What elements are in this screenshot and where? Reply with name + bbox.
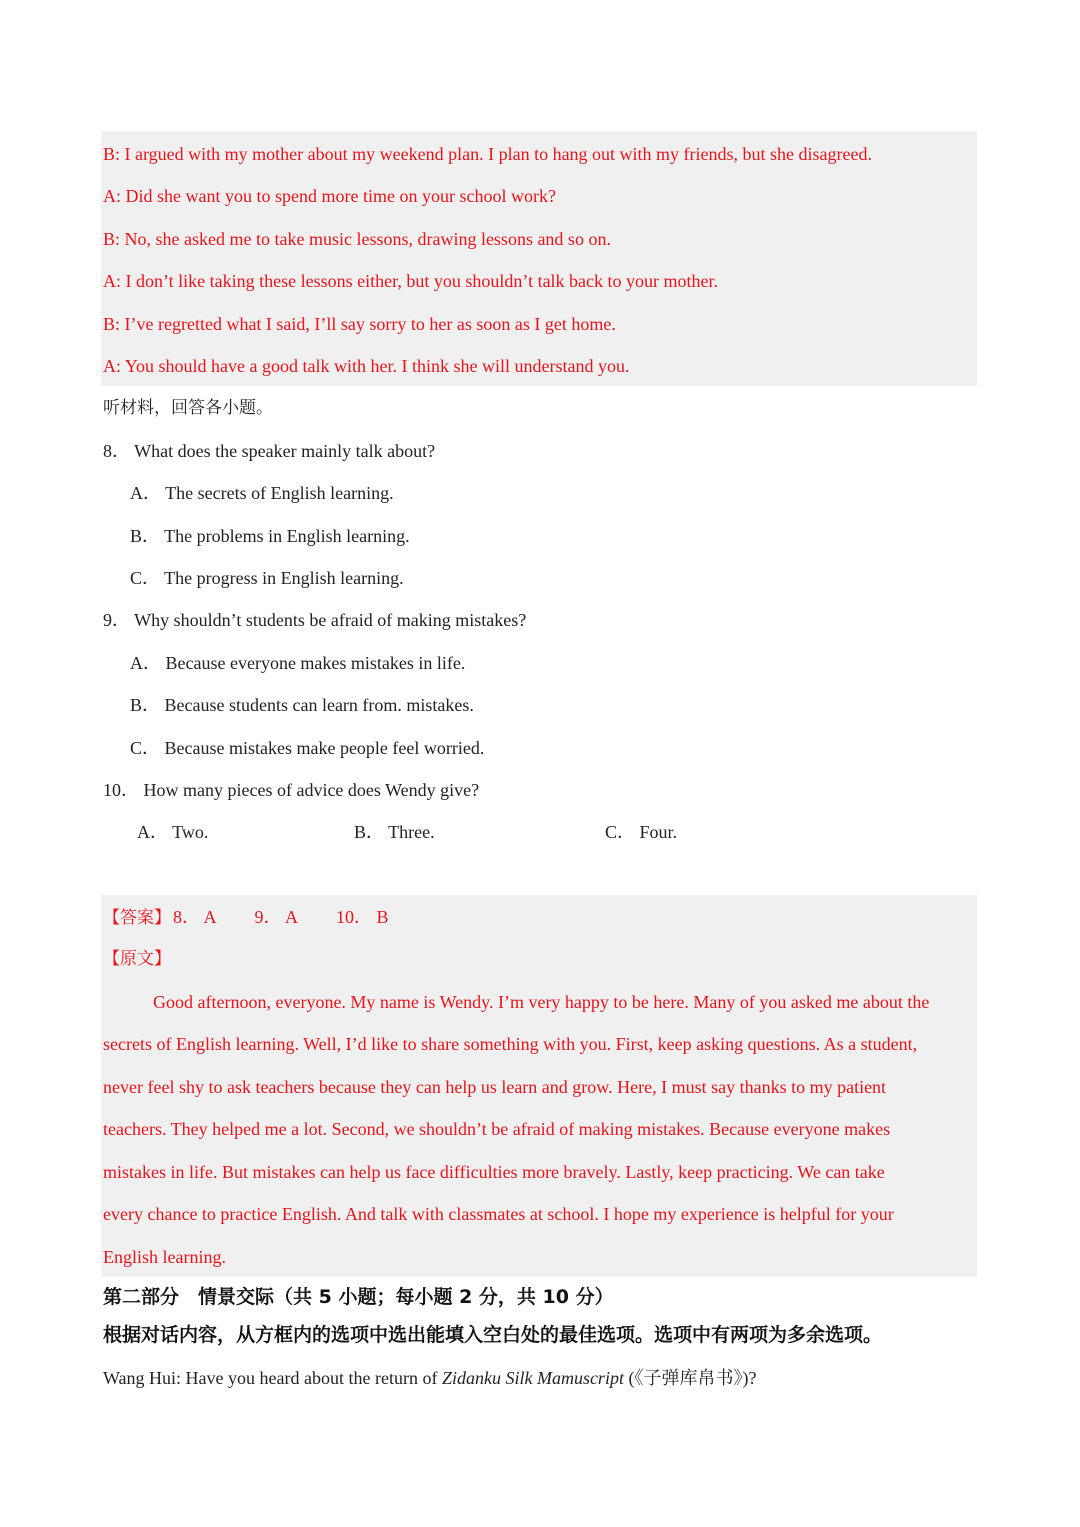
speaker-line-text: Wang Hui: Have you heard about the return of <box>103 1368 442 1388</box>
question-option: C． Four. <box>605 822 678 842</box>
question-option: A． The secrets of English learning. <box>130 483 394 503</box>
manuscript-title: Zidanku Silk Mamuscript <box>441 1368 624 1388</box>
original-label: 【原文】 <box>103 949 171 969</box>
dialogue-line: B: I argued with my mother about my weekend plan. I plan to hang out with my friends, but she disagreed. <box>103 144 873 164</box>
listening-instruction: 听材料，回答各小题。 <box>103 398 273 418</box>
part2-title: 第二部分 情景交际（共 5 小题；每小题 2 分，共 10 分） <box>103 1286 614 1308</box>
part2-instruction: 根据对话内容，从方框内的选项中选出能填入空白处的最佳选项。选项中有两项为多余选项。 <box>103 1324 883 1346</box>
answer-item: 9． A <box>254 907 299 927</box>
dialogue-line: A: You should have a good talk with her. I think she will understand you. <box>103 356 630 376</box>
dialogue-line: A: I don’t like taking these lessons either, but you shouldn’t talk back to your mother. <box>103 271 719 291</box>
question-stem: 9． Why shouldn’t students be afraid of making mistakes? <box>103 610 527 630</box>
dialogue-first-line <box>103 1366 756 1390</box>
original-text-line: never feel shy to ask teachers because they can help us learn and grow. Here, I must say thanks to my patient <box>103 1077 887 1097</box>
original-text-line: English learning. <box>103 1247 226 1267</box>
answer-item: 10． B <box>336 907 389 927</box>
dialogue-line: B: No, she asked me to take music lessons, drawing lessons and so on. <box>103 229 611 249</box>
original-text-line: secrets of English learning. Well, I’d like to share something with you. First, keep asking questions. As a student, <box>103 1034 918 1054</box>
question-option: B． The problems in English learning. <box>130 526 410 546</box>
original-text-line: every chance to practice English. And talk with classmates at school. I hope my experience is helpful for your <box>103 1204 894 1224</box>
question-option: B． Because students can learn from. mistakes. <box>130 695 474 715</box>
question-option: A． Because everyone makes mistakes in life. <box>130 653 466 673</box>
question-option: C． Because mistakes make people feel worried. <box>130 738 485 758</box>
question-option: C． The progress in English learning. <box>130 568 404 588</box>
dialogue-shade <box>101 131 977 386</box>
speaker-line-tail: (《子弹库帛书》)? <box>623 1368 757 1388</box>
answer-item: 8． A <box>173 907 217 927</box>
original-text-line: mistakes in life. But mistakes can help us face difficulties more bravely. Lastly, keep practicing. We can take <box>103 1162 885 1182</box>
answer-label: 【答案】 <box>103 908 171 928</box>
question-option: A． Two. <box>137 822 209 842</box>
dialogue-line: A: Did she want you to spend more time on your school work? <box>103 186 556 206</box>
original-text-line: teachers. They helped me a lot. Second, we shouldn’t be afraid of making mistakes. Because everyone makes <box>103 1119 891 1139</box>
question-stem: 8． What does the speaker mainly talk about? <box>103 441 436 461</box>
original-text-line: Good afternoon, everyone. My name is Wendy. I’m very happy to be here. Many of you asked me about the <box>153 992 930 1012</box>
question-stem: 10． How many pieces of advice does Wendy give? <box>103 780 480 800</box>
answer-line <box>103 905 389 930</box>
question-option: B． Three. <box>354 822 435 842</box>
dialogue-line: B: I’ve regretted what I said, I’ll say sorry to her as soon as I get home. <box>103 314 616 334</box>
